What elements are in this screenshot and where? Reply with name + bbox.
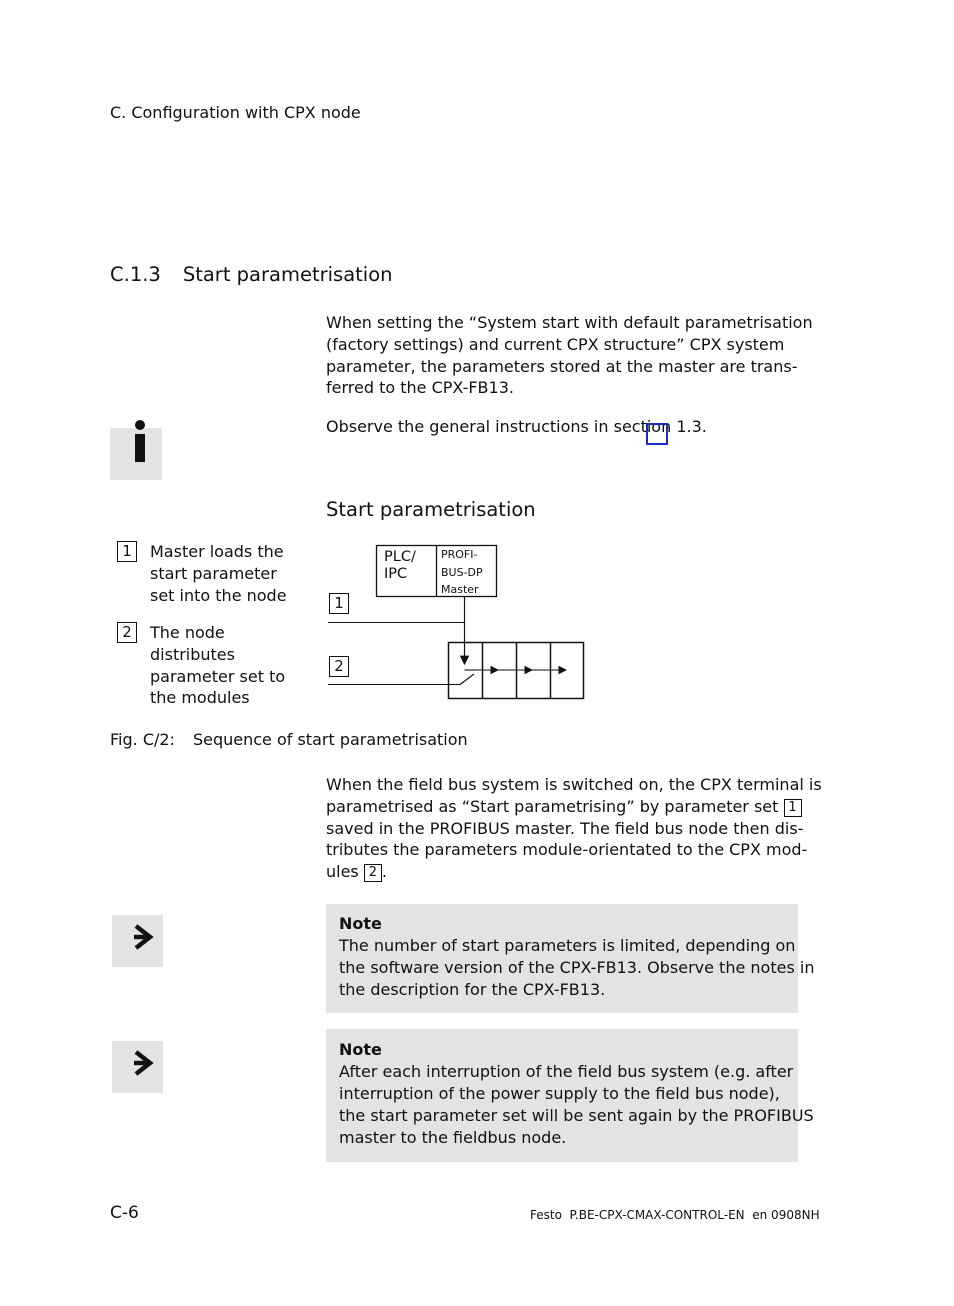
note-line: interruption of the power supply to the field bus node), bbox=[339, 1084, 780, 1103]
note-line: the description for the CPX-FB13. bbox=[339, 980, 606, 999]
caption-label: Fig. C/2: bbox=[110, 730, 175, 749]
legend-number: 1 bbox=[117, 541, 137, 562]
legend-line: start parameter bbox=[150, 563, 277, 583]
body-line: tributes the parameters module-orientated to the CPX mod- bbox=[326, 840, 808, 860]
legend-line: the modules bbox=[150, 688, 250, 708]
note-heading: Note bbox=[339, 914, 382, 933]
ref-box-1: 1 bbox=[784, 799, 802, 817]
document-id: Festo P.BE-CPX-CMAX-CONTROL-EN en 0908NH bbox=[530, 1208, 820, 1222]
info-text-end: . bbox=[701, 417, 707, 436]
intro-line: (factory settings) and current CPX structure” CPX system bbox=[326, 334, 785, 354]
intro-line: When setting the “System start with default parametrisation bbox=[326, 313, 813, 332]
section-title: Start parametrisation bbox=[182, 263, 393, 286]
legend-line: The node bbox=[150, 623, 225, 642]
plc-line: IPC bbox=[384, 566, 408, 582]
body-text: . bbox=[381, 862, 387, 882]
note-line: the software version of the CPX-FB13. Observe the notes in bbox=[339, 958, 815, 977]
ref-box-2: 2 bbox=[364, 864, 382, 882]
body-line bbox=[326, 796, 822, 818]
master-line: BUS-DP bbox=[441, 565, 483, 579]
plc-line: PLC/ bbox=[384, 549, 416, 565]
plc-label bbox=[384, 549, 416, 583]
body-line bbox=[326, 861, 822, 883]
caption-text: Sequence of start parametrisation bbox=[192, 730, 468, 749]
link-highlight-box[interactable] bbox=[646, 423, 668, 445]
legend-line: set into the node bbox=[150, 585, 287, 605]
master-label bbox=[441, 546, 483, 599]
note-line: the start parameter set will be sent again by the PROFIBUS bbox=[339, 1106, 814, 1125]
arrow-right-icon bbox=[112, 915, 163, 967]
body-line: saved in the PROFIBUS master. The field bus node then dis- bbox=[326, 818, 804, 838]
note-box bbox=[326, 904, 815, 1013]
body-text: ules bbox=[326, 862, 364, 882]
body-text: parametrised as “Start parametrising” by parameter set bbox=[326, 796, 784, 816]
legend-line: distributes bbox=[150, 644, 235, 664]
legend-item-1 bbox=[150, 541, 287, 606]
intro-line: parameter, the parameters stored at the master are trans- bbox=[326, 356, 798, 376]
note-box bbox=[326, 1029, 814, 1162]
master-line: PROFI- bbox=[441, 548, 478, 561]
info-text: Observe the general instructions in section bbox=[326, 417, 677, 436]
note-heading: Note bbox=[339, 1040, 382, 1059]
page-number: C-6 bbox=[110, 1203, 139, 1223]
diagram-marker-1: 1 bbox=[329, 593, 349, 614]
legend-item-2 bbox=[150, 622, 285, 709]
note-line: After each interruption of the field bus system (e.g. after bbox=[339, 1062, 794, 1081]
body-line: When the field bus system is switched on, the CPX terminal is bbox=[326, 775, 822, 794]
diagram-marker-2: 2 bbox=[329, 656, 349, 677]
note-line: The number of start parameters is limited, depending on bbox=[339, 936, 796, 955]
master-line: Master bbox=[441, 583, 479, 596]
figure-caption bbox=[110, 729, 468, 751]
arrow-right-icon bbox=[112, 1041, 163, 1093]
chapter-header: C. Configuration with CPX node bbox=[110, 103, 361, 122]
legend-line: Master loads the bbox=[150, 542, 284, 561]
body-paragraph bbox=[326, 774, 822, 883]
note-line: master to the fieldbus node. bbox=[339, 1128, 567, 1147]
section-link[interactable]: 1.3 bbox=[676, 417, 702, 436]
legend-number: 2 bbox=[117, 622, 137, 643]
section-number: C.1.3 bbox=[110, 263, 161, 286]
figure-title: Start parametrisation bbox=[326, 498, 536, 521]
intro-line: ferred to the CPX-FB13. bbox=[326, 378, 514, 398]
intro-paragraph bbox=[326, 312, 813, 399]
legend-line: parameter set to bbox=[150, 666, 286, 686]
section-heading bbox=[110, 263, 393, 286]
info-icon bbox=[110, 428, 162, 480]
